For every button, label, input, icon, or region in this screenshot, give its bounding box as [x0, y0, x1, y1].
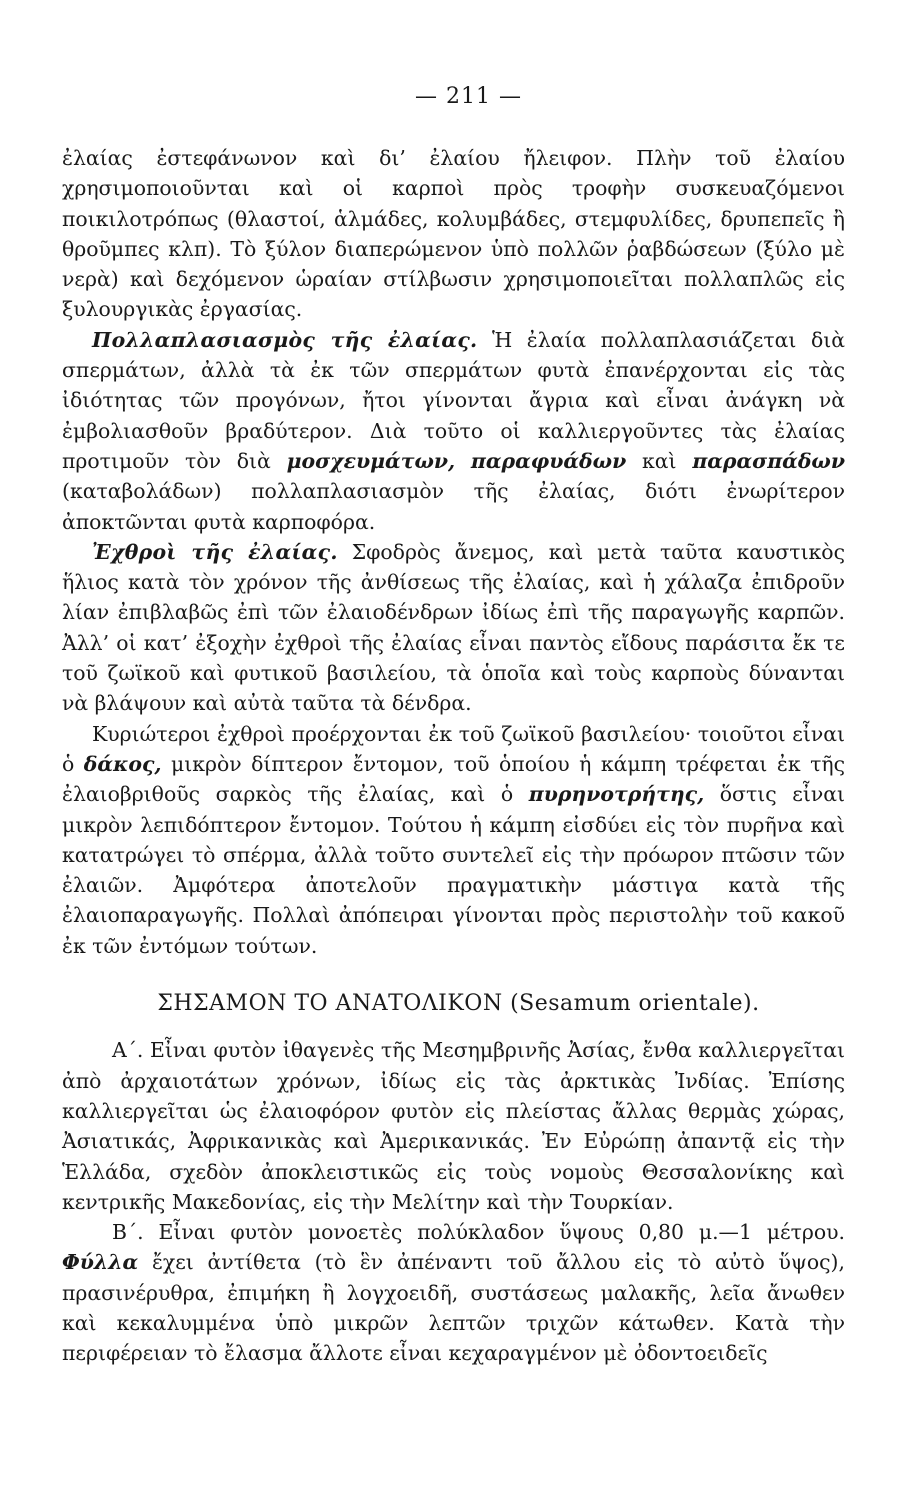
term-leaves: Φύλλα [62, 1250, 139, 1275]
heading-propagation: Πολλαπλασιασμὸς τῆς ἐλαίας. [92, 327, 478, 352]
term-suckers: παραφυάδων [470, 448, 627, 473]
term-cuttings: μοσχευμάτων, [286, 448, 456, 473]
paragraph-pests [62, 719, 845, 961]
section-title-sesamum: ΣΗΣΑΜΟΝ ΤΟ ΑΝΑΤΟΛΙΚΟΝ (Sesamum orientale). [157, 991, 760, 1017]
text-run: Β΄. Εἶναι φυτὸν μονοετὲς πολύκλαδον ὕψους 0,80 μ.—1 μέτρου. [112, 1220, 845, 1245]
heading-enemies: Ἐχθροὶ τῆς ἐλαίας. [92, 539, 338, 564]
text-run: Ἡ ἐλαία πολλαπλασιάζεται διὰ σπερμάτων, ἀλλὰ τὰ ἐκ τῶν σπερμάτων φυτὰ ἐπανέρχονται εἰς τὰς ἰδιότητας τῶν προγόνων, ἤτοι γίνονται ἄγρια καὶ εἶναι ἀνάγκη νὰ ἐμβολιασθοῦν βραδύτερον. Διὰ τοῦτο οἱ καλλιεργοῦντες τὰς ἐλαίας προτιμοῦν τὸν διὰ [62, 327, 845, 473]
paragraph-olive-uses: ἐλαίας ἐστεφάνωνον καὶ δι’ ἐλαίου ἤλειφον. Πλὴν τοῦ ἐλαίου χρησιμοποιοῦνται καὶ οἱ καρποὶ πρὸς τροφὴν συσκευαζόμενοι ποικιλοτρόπως (θλαστοί, ἁλμάδες, κολυμβάδες, στεμφυλίδες, δρυπεπεῖς ἢ θροῦμπες κλπ). Τὸ ξύλον διαπερώμενον ὑπὸ πολλῶν ῥαβδώσεων (ξύλο μὲ νερὰ) καὶ δεχόμενον ὡραίαν στίλβωσιν χρησιμοποιεῖται πολλαπλῶς εἰς ξυλουργικὰς ἐργασίας. [62, 146, 845, 322]
body-text [62, 143, 845, 1369]
term-pyrinotritis: πυρηνοτρήτης, [528, 782, 705, 807]
text-run: Σφοδρὸς ἄνεμος, καὶ μετὰ ταῦτα καυστικὸς ἥλιος κατὰ τὸν χρόνον τῆς ἀνθίσεως τῆς ἐλαίας, καὶ ἡ χάλαζα ἐπιδροῦν λίαν ἐπιβλαβῶς ἐπὶ τῶν ἐλαιοδένδρων ἰδίως ἐπὶ τῆς παραγωγῆς καρπῶν. Ἀλλ’ οἱ κατ’ ἐξοχὴν ἐχθροὶ τῆς ἐλαίας εἶναι παντὸς εἴδους παράσιτα ἔκ τε τοῦ ζωϊκοῦ καὶ φυτικοῦ βασιλείου, τὰ ὁποῖα καὶ τοὺς καρποὺς δύνανται νὰ βλάψουν καὶ αὐτὰ ταῦτα τὰ δένδρα. [62, 539, 845, 716]
paragraph-sesamum-b [62, 1217, 845, 1368]
text-run: καὶ [626, 448, 693, 473]
text-run: ὅστις εἶναι μικρὸν λεπιδόπτερον ἔντομον. Τούτου ἡ κάμπη εἰσδύει εἰς τὸν πυρῆνα καὶ κατατρώγει τὸ σπέρμα, ἀλλὰ τοῦτο συντελεῖ εἰς τὴν πρόωρον πτῶσιν τῶν ἐλαιῶν. Ἀμφότερα ἀποτελοῦν πραγματικὴν μάστιγα κατὰ τῆς ἐλαιοπαραγωγῆς. Πολλαὶ ἀπόπειραι γίνονται πρὸς περιστολὴν τοῦ κακοῦ ἐκ τῶν ἐντόμων τούτων. [62, 782, 845, 958]
text-run: μικρὸν δίπτερον ἔντομον, τοῦ ὁποίου ἡ κάμπη τρέφεται ἐκ τῆς ἐλαιοβριθοῦς σαρκὸς τῆς ἐλαίας, καὶ ὁ [62, 751, 846, 807]
term-dakos: δάκος, [83, 751, 162, 776]
text-run: (καταβολάδων) πολλαπλασιασμὸν τῆς ἐλαίας, διότι ἐνωρίτερον ἀποκτῶνται φυτὰ καρποφόρα. [62, 479, 845, 534]
page-number: — 211 — [415, 84, 522, 109]
paragraph-propagation [62, 325, 845, 537]
text-run: ἔχει ἀντίθετα (τὸ ἓν ἀπέναντι τοῦ ἄλλου εἰς τὸ αὐτὸ ὕψος), πρασινέρυθρα, ἐπιμήκη ἢ λογχοειδῆ, συστάσεως μαλακῆς, λεῖα ἄνωθεν καὶ κεκαλυμμένα ὑπὸ μικρῶν λεπτῶν τριχῶν κάτωθεν. Κατὰ τὴν περιφέρειαν τὸ ἔλασμα ἄλλοτε εἶναι κεχαραγμένον μὲ ὀδοντοειδεῖς [62, 1250, 845, 1366]
paragraph-enemies [62, 537, 845, 719]
paragraph-sesamum-a: Α΄. Εἶναι φυτὸν ἰθαγενὲς τῆς Μεσημβρινῆς Ἀσίας, ἔνθα καλλιεργεῖται ἀπὸ ἀρχαιοτάτων χρόνων, ἰδίως εἰς τὰς ἀρκτικὰς Ἰνδίας. Ἐπίσης καλλιεργεῖται ὡς ἐλαιοφόρον φυτὸν εἰς πλείστας ἄλλας θερμὰς χώρας, Ἀσιατικάς, Ἀφρικανικὰς καὶ Ἀμερικανικάς. Ἐν Εὐρώπῃ ἀπαντᾷ εἰς τὴν Ἑλλάδα, σχεδὸν ἀποκλειστικῶς εἰς τοὺς νομοὺς Θεσσαλονίκης καὶ κεντρικῆς Μακεδονίας, εἰς τὴν Μελίτην καὶ τὴν Τουρκίαν. [62, 1038, 845, 1214]
term-offshoots: παρασπάδων [692, 448, 845, 473]
text-run [455, 449, 471, 473]
text-run: Κυριώτεροι ἐχθροὶ προέρχονται ἐκ τοῦ ζωϊκοῦ βασιλείου· τοιοῦτοι εἶναι ὁ [62, 721, 845, 776]
